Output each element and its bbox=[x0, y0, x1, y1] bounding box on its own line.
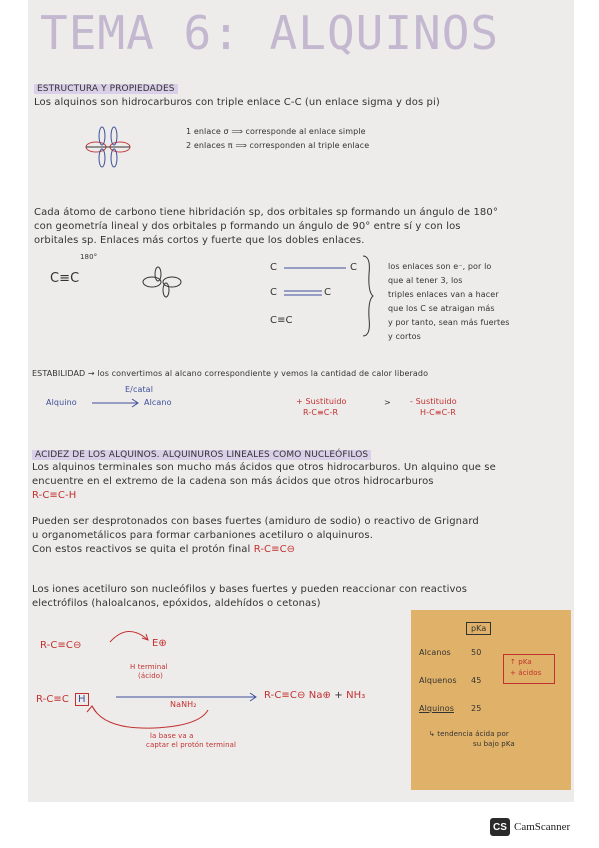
orbital-drawing-1 bbox=[78, 122, 138, 172]
orbital-drawing-2 bbox=[138, 265, 188, 299]
pka-footnote-1: ↳ tendencia ácida por bbox=[429, 730, 509, 738]
note-line-6: y cortos bbox=[388, 332, 421, 341]
hybridization-line-1: Cada átomo de carbono tiene hibridación sp, dos orbitales sp formando un ángulo de 180° bbox=[34, 207, 498, 218]
pka-row-2-name: Alquenos bbox=[419, 676, 457, 685]
acetylide-product: R-C≡C⊖ Na⊕ + NH₃ bbox=[264, 690, 366, 701]
nucleophile-line-2: electrófilos (haloalcanos, epóxidos, aldehídos o cetonas) bbox=[32, 598, 321, 609]
camscanner-logo-icon: CS bbox=[490, 818, 510, 836]
single-bond-line bbox=[280, 262, 346, 274]
pka-row-3-name: Alquinos bbox=[419, 704, 454, 713]
hybridization-line-3: orbitales sp. Enlaces más cortos y fuerte que los dobles enlaces. bbox=[34, 235, 365, 246]
more-substituted-formula: R-C≡C-R bbox=[303, 408, 339, 417]
nucleophile-line-1: Los iones acetiluro son nucleófilos y bases fuertes y pueden reaccionar con reactivos bbox=[32, 584, 468, 595]
terminal-h-note-2: (ácido) bbox=[138, 672, 163, 680]
note-line-4: que los C se atraigan más bbox=[388, 304, 495, 313]
note-line-2: que al tener 3, los bbox=[388, 276, 463, 285]
pka-row-1-value: 50 bbox=[471, 648, 482, 657]
notebook-page bbox=[28, 0, 574, 802]
base-note-2: captar el protón terminal bbox=[146, 741, 237, 749]
angle-label: 180° bbox=[80, 253, 98, 261]
deprotonation-line-3: Con estos reactivos se quita el protón final R-C≡C⊖ bbox=[32, 544, 296, 555]
section-heading-acidity: ACIDEZ DE LOS ALQUINOS. ALQUINUROS LINEALES COMO NUCLEÓFILOS bbox=[32, 449, 371, 460]
note-line-5: y por tanto, sean más fuertes bbox=[388, 318, 510, 327]
bond-carbon-a: C bbox=[270, 262, 278, 273]
less-substituted-label: - Sustituido bbox=[410, 397, 457, 406]
terminal-alkyne-formula: R-C≡C-H bbox=[32, 490, 77, 501]
pka-row-1-name: Alcanos bbox=[419, 648, 451, 657]
base-attack-curve bbox=[84, 700, 214, 732]
alkyne-reactant: R-C≡C H bbox=[36, 693, 89, 706]
acidity-line-1: Los alquinos terminales son mucho más ácidos que otros hidrocarburos. Un alquino que se bbox=[32, 462, 496, 473]
pka-trend-box: ↑ pKa + ácidos bbox=[503, 654, 555, 684]
alcano-label: Alcano bbox=[144, 398, 172, 407]
less-substituted-formula: H-C≡C-R bbox=[420, 408, 456, 417]
note-line-3: triples enlaces van a hacer bbox=[388, 290, 499, 299]
pka-header: pKa bbox=[466, 622, 491, 635]
terminal-h-note-1: H terminal bbox=[130, 663, 168, 671]
bond-carbon-d: C bbox=[324, 287, 332, 298]
pka-footnote-2: su bajo pKa bbox=[473, 740, 515, 748]
intro-line: Los alquinos son hidrocarburos con triple enlace C-C (un enlace sigma y dos pi) bbox=[34, 97, 440, 108]
stability-line: ESTABILIDAD → los convertimos al alcano correspondiente y vemos la cantidad de calor liberado bbox=[32, 369, 429, 378]
acetylide-ion: R-C≡C⊖ bbox=[40, 640, 82, 651]
triple-bond-formula: C≡C bbox=[50, 271, 80, 286]
bond-triple: C≡C bbox=[270, 315, 293, 326]
more-substituted-label: + Sustituido bbox=[296, 397, 347, 406]
catalyst-label: E/catal bbox=[125, 385, 154, 394]
acidity-line-2: encuentre en el extremo de la cadena son más ácidos que otros hidrocarburos bbox=[32, 476, 434, 487]
camscanner-label: CamScanner bbox=[514, 821, 571, 833]
deprotonation-line-1: Pueden ser desprotonados con bases fuertes (amiduro de sodio) o reactivo de Grignard bbox=[32, 516, 479, 527]
reagent-label: NaNH₂ bbox=[170, 700, 197, 709]
sigma-bond-line: 1 enlace σ ⟹ corresponde al enlace simple bbox=[186, 127, 366, 136]
base-note-1: la base va a bbox=[150, 732, 194, 740]
pka-row-3-value: 25 bbox=[471, 704, 482, 713]
electrophile: E⊕ bbox=[152, 638, 167, 649]
bond-carbon-b: C bbox=[350, 262, 358, 273]
double-bond-line bbox=[280, 287, 324, 299]
pka-sticky-note bbox=[411, 610, 571, 790]
pi-bond-line: 2 enlaces π ⟹ corresponden al triple enlace bbox=[186, 141, 370, 150]
camscanner-watermark bbox=[490, 818, 570, 836]
greater-than-sign: > bbox=[384, 398, 391, 407]
hybridization-line-2: con geometría lineal y dos orbitales p formando un ángulo de 90° entre sí y con los bbox=[34, 221, 461, 232]
alquino-label: Alquino bbox=[46, 398, 77, 407]
section-heading-structure: ESTRUCTURA Y PROPIEDADES bbox=[34, 83, 178, 94]
deprotonation-line-2: u organometálicos para formar carbaniones acetiluro o alquinuros. bbox=[32, 530, 373, 541]
page-title: TEMA 6: ALQUINOS bbox=[40, 6, 500, 60]
reaction-arrow-stability bbox=[92, 397, 142, 407]
brace bbox=[361, 254, 375, 338]
bond-carbon-c: C bbox=[270, 287, 278, 298]
nucleophilic-attack-arrow bbox=[108, 622, 152, 650]
pka-row-2-value: 45 bbox=[471, 676, 482, 685]
note-line-1: los enlaces son e⁻, por lo bbox=[388, 262, 492, 271]
